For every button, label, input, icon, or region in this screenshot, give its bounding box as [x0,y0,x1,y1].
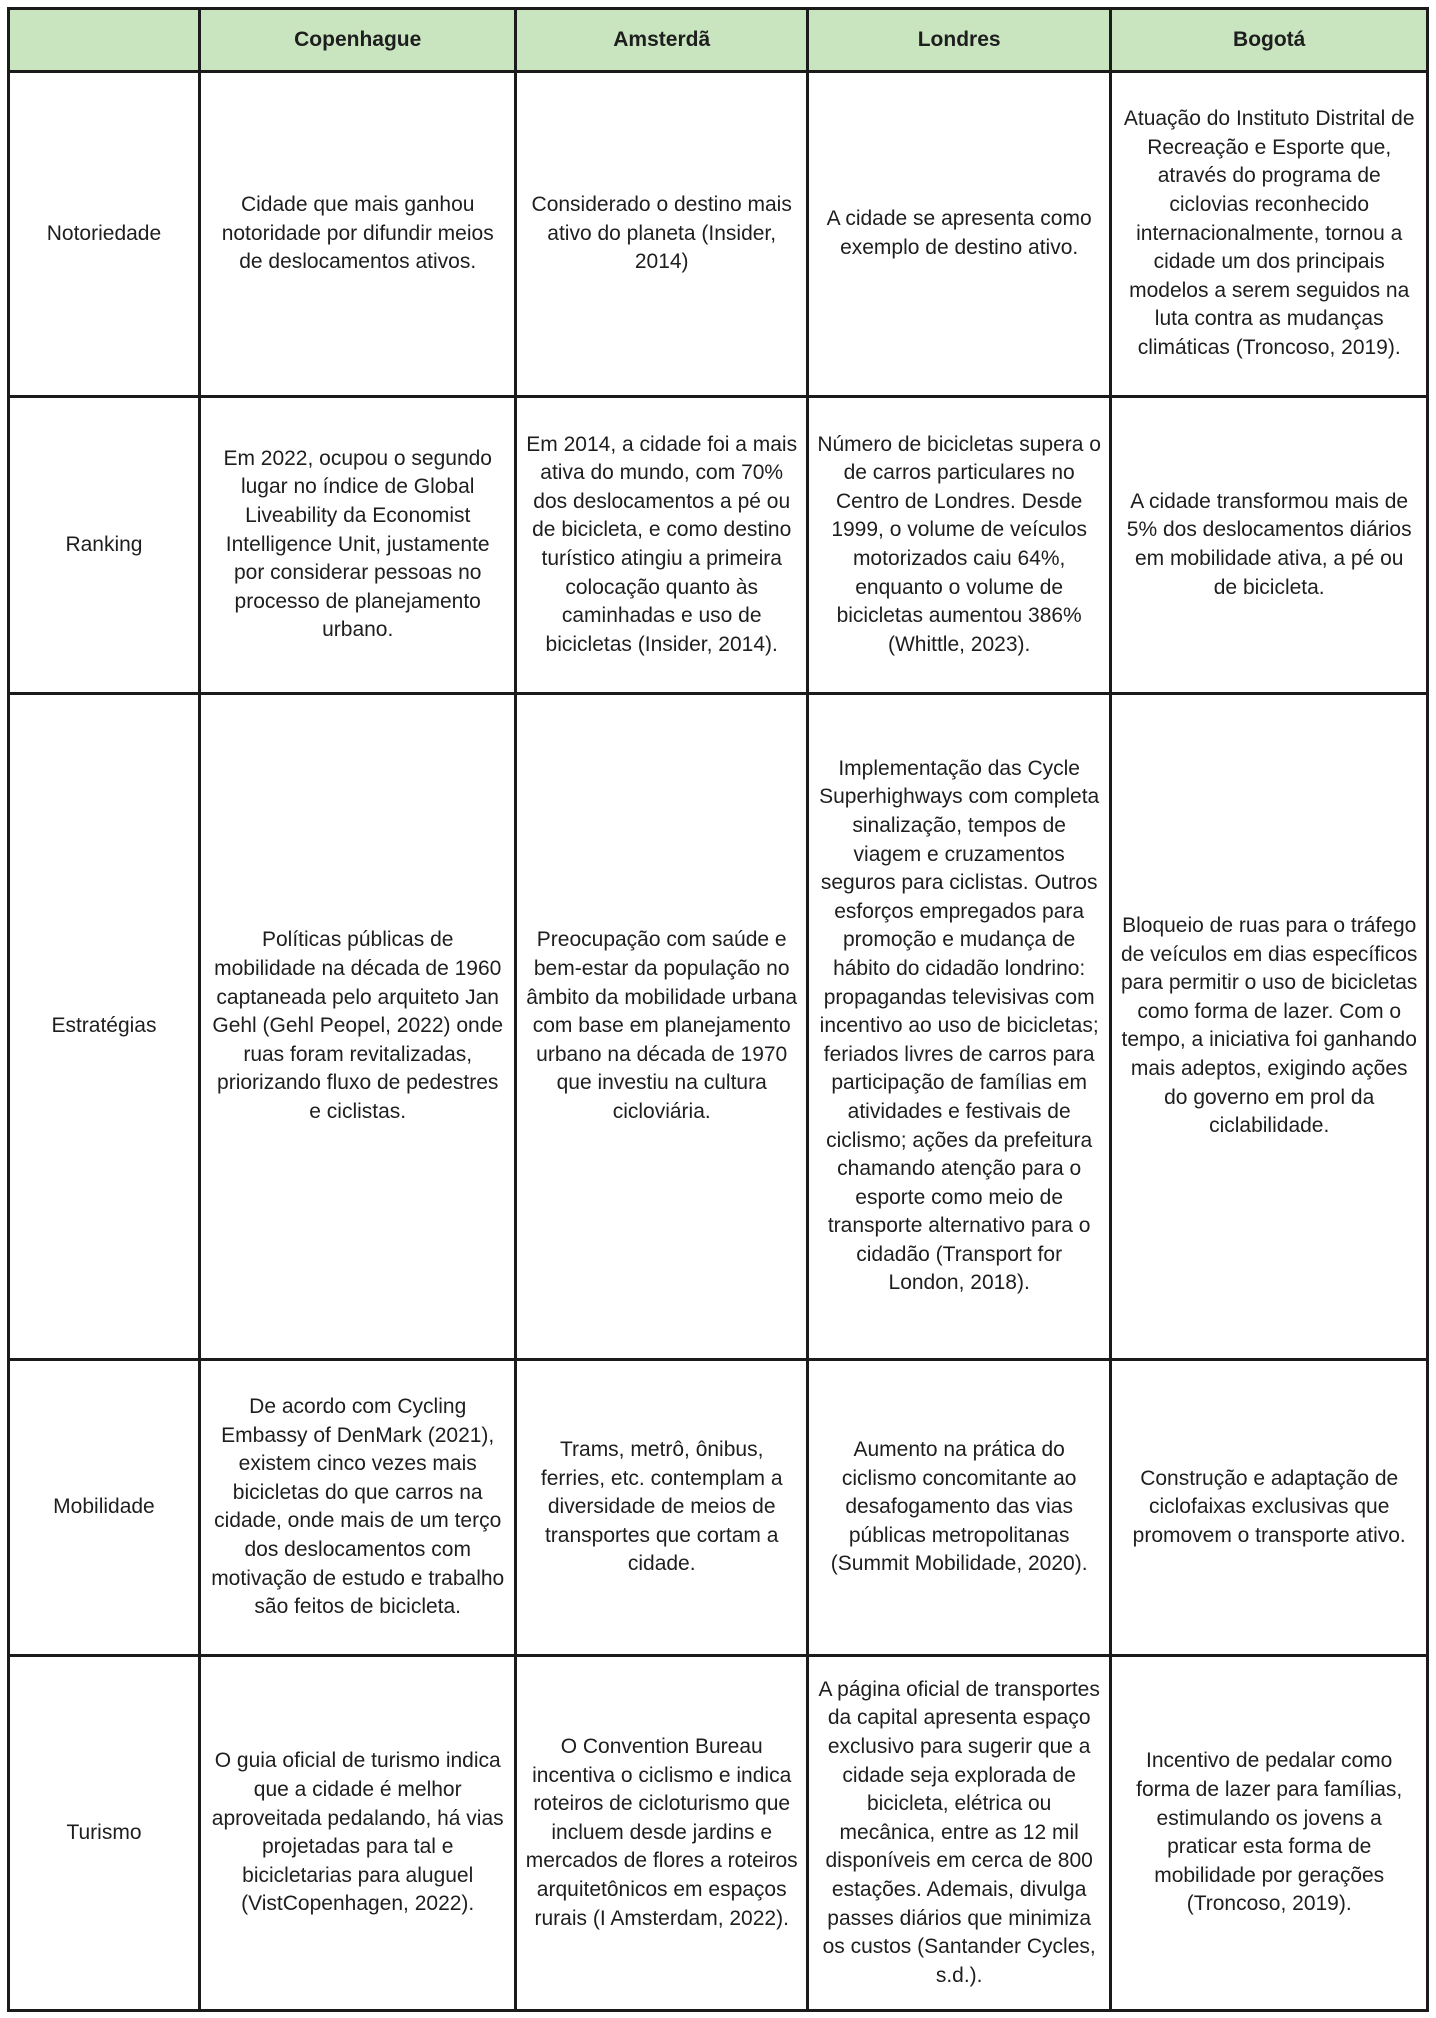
cell-ranking-copenhague: Em 2022, ocupou o segundo lugar no índice de Global Liveability da Economist Intelligence Unit, justamente por considerar pessoas no processo de planejamento urbano. [199,396,516,694]
cell-mobilidade-copenhague: De acordo com Cycling Embassy of DenMark (2021), existem cinco vezes mais bicicletas do que carros na cidade, onde mais de um terço dos deslocamentos com motivação de estudo e trabalho são feitos de bicicleta. [199,1359,516,1656]
cell-mobilidade-londres: Aumento na prática do ciclismo concomitante ao desafogamento das vias públicas metropolitanas (Summit Mobilidade, 2020). [807,1359,1110,1656]
header-bogota: Bogotá [1111,9,1428,72]
row-label-ranking: Ranking [9,396,200,694]
header-copenhague: Copenhague [199,9,516,72]
cities-comparison-table [7,7,1429,2012]
row-label-mobilidade: Mobilidade [9,1359,200,1656]
header-londres: Londres [807,9,1110,72]
cell-mobilidade-bogota: Construção e adaptação de ciclofaixas exclusivas que promovem o transporte ativo. [1111,1359,1428,1656]
row-estrategias [9,694,1428,1359]
row-mobilidade [9,1359,1428,1656]
row-label-estrategias: Estratégias [9,694,200,1359]
row-label-turismo: Turismo [9,1656,200,2011]
cell-notoriedade-copenhague: Cidade que mais ganhou notoridade por difundir meios de deslocamentos ativos. [199,72,516,397]
cell-notoriedade-londres: A cidade se apresenta como exemplo de destino ativo. [807,72,1110,397]
cell-ranking-bogota: A cidade transformou mais de 5% dos deslocamentos diários em mobilidade ativa, a pé ou de bicicleta. [1111,396,1428,694]
row-turismo [9,1656,1428,2011]
cell-turismo-londres: A página oficial de transportes da capital apresenta espaço exclusivo para sugerir que a cidade seja explorada de bicicleta, elétrica ou mecânica, entre as 12 mil disponíveis em cerca de 800 estações. Ademais, divulga passes diários que minimiza os custos (Santander Cycles, s.d.). [807,1656,1110,2011]
row-label-notoriedade: Notoriedade [9,72,200,397]
header-row [9,9,1428,72]
comparison-table-container [7,7,1429,2012]
header-amsterda: Amsterdã [516,9,807,72]
cell-ranking-londres: Número de bicicletas supera o de carros particulares no Centro de Londres. Desde 1999, o volume de veículos motorizados caiu 64%, enquanto o volume de bicicletas aumentou 386% (Whittle, 2023). [807,396,1110,694]
cell-turismo-amsterda: O Convention Bureau incentiva o ciclismo e indica roteiros de cicloturismo que incluem desde jardins e mercados de flores a roteiros arquitetônicos em espaços rurais (I Amsterdam, 2022). [516,1656,807,2011]
cell-turismo-copenhague: O guia oficial de turismo indica que a cidade é melhor aproveitada pedalando, há vias projetadas para tal e bicicletarias para aluguel (VistCopenhagen, 2022). [199,1656,516,2011]
row-ranking [9,396,1428,694]
cell-mobilidade-amsterda: Trams, metrô, ônibus, ferries, etc. contemplam a diversidade de meios de transportes que cortam a cidade. [516,1359,807,1656]
cell-estrategias-londres: Implementação das Cycle Superhighways com completa sinalização, tempos de viagem e cruzamentos seguros para ciclistas. Outros esforços empregados para promoção e mudança de hábito do cidadão londrino: propagandas televisivas com incentivo ao uso de bicicletas; feriados livres de carros para participação de famílias em atividades e festivais de ciclismo; ações da prefeitura chamando atenção para o esporte como meio de transporte alternativo para o cidadão (Transport for London, 2018). [807,694,1110,1359]
row-notoriedade [9,72,1428,397]
cell-estrategias-copenhague: Políticas públicas de mobilidade na década de 1960 captaneada pelo arquiteto Jan Gehl (Gehl Peopel, 2022) onde ruas foram revitalizadas, priorizando fluxo de pedestres e ciclistas. [199,694,516,1359]
header-corner-cell [9,9,200,72]
cell-notoriedade-bogota: Atuação do Instituto Distrital de Recreação e Esporte que, através do programa de ciclovias reconhecido internacionalmente, tornou a cidade um dos principais modelos a serem seguidos na luta contra as mudanças climáticas (Troncoso, 2019). [1111,72,1428,397]
cell-ranking-amsterda: Em 2014, a cidade foi a mais ativa do mundo, com 70% dos deslocamentos a pé ou de bicicleta, e como destino turístico atingiu a primeira colocação quanto às caminhadas e uso de bicicletas (Insider, 2014). [516,396,807,694]
cell-estrategias-bogota: Bloqueio de ruas para o tráfego de veículos em dias específicos para permitir o uso de bicicletas como forma de lazer. Com o tempo, a iniciativa foi ganhando mais adeptos, exigindo ações do governo em prol da ciclabilidade. [1111,694,1428,1359]
cell-notoriedade-amsterda: Considerado o destino mais ativo do planeta (Insider, 2014) [516,72,807,397]
cell-turismo-bogota: Incentivo de pedalar como forma de lazer para famílias, estimulando os jovens a praticar esta forma de mobilidade por gerações (Troncoso, 2019). [1111,1656,1428,2011]
cell-estrategias-amsterda: Preocupação com saúde e bem-estar da população no âmbito da mobilidade urbana com base em planejamento urbano na década de 1970 que investiu na cultura cicloviária. [516,694,807,1359]
